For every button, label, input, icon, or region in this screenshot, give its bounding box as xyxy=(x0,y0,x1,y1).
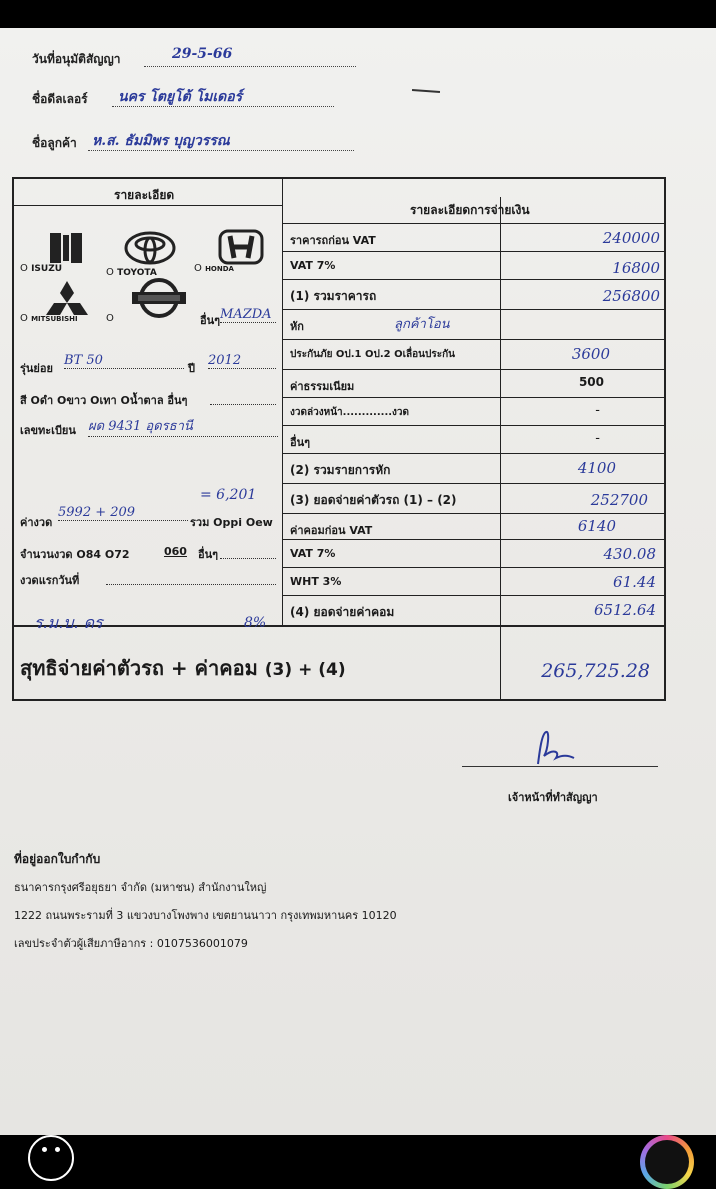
edit-pen-icon[interactable] xyxy=(640,1135,694,1189)
terms-selected: 060 xyxy=(164,545,187,558)
row-value: 256800 xyxy=(602,287,660,305)
net-total-label xyxy=(20,652,346,684)
brand-toyota-radio[interactable]: O TOYOTA xyxy=(106,267,157,278)
row-label: งวดล่วงหน้า.............งวด xyxy=(290,407,410,418)
plate-value: ผด 9431 อุดรธานี xyxy=(88,415,278,437)
brand-honda-radio[interactable]: O HONDA xyxy=(194,263,234,274)
row-value: 430.08 xyxy=(603,545,656,563)
nissan-logo-icon xyxy=(128,277,190,319)
row-value: 500 xyxy=(578,375,604,389)
row-label: (4) ยอดจ่ายค่าคอม xyxy=(290,605,395,619)
net-total-formula: (3) + (4) xyxy=(264,660,346,680)
other-brand-label: อื่นๆ xyxy=(200,314,221,327)
first-due-label: งวดแรกวันที่ xyxy=(20,574,80,587)
pen-mark xyxy=(412,89,440,93)
installment-value: 5992 + 209 xyxy=(58,505,188,521)
address-line-1: ธนาคารกรุงศรีอยุธยา จำกัด (มหาชน) สำนักงานใหญ่ xyxy=(14,881,267,894)
left-heading: รายละเอียด xyxy=(114,188,175,202)
year-label: ปี xyxy=(188,362,195,375)
plate-label: เลขทะเบียน xyxy=(20,424,76,437)
model-value: BT 50 xyxy=(64,353,184,369)
address-line-2: 1222 ถนนพระรามที่ 3 แขวงบางโพงพาง เขตยานนาวา กรุงเทพมหานคร 10120 xyxy=(14,909,397,922)
honda-logo-icon xyxy=(218,229,264,265)
row-label: VAT 7% xyxy=(290,547,336,560)
row-value: 3600 xyxy=(571,345,610,363)
dealer-value: นคร โตยูโต้ โมเดอร์ xyxy=(118,89,243,105)
installment-suffix: รวม Oppi Oew xyxy=(190,516,273,529)
row-value: 6512.64 xyxy=(593,601,656,619)
row-label: WHT 3% xyxy=(290,575,342,588)
row-label: VAT 7% xyxy=(290,259,336,272)
row-label: (1) รวมราคารถ xyxy=(290,289,377,303)
net-total-value: 265,725.28 xyxy=(541,660,650,682)
address-heading: ที่อยู่ออกใบกำกับ xyxy=(14,852,101,866)
signature-icon xyxy=(530,728,580,768)
brand-isuzu-radio[interactable]: O ISUZU xyxy=(20,263,62,274)
terms-label: จำนวนงวด O84 O72 xyxy=(20,548,130,561)
row-value: - xyxy=(595,431,600,446)
row-label: (2) รวมรายการหัก xyxy=(290,463,391,477)
installment-label: ค่างวด xyxy=(20,516,53,529)
row-label: ราคารถก่อน VAT xyxy=(290,234,376,247)
customer-label: ชื่อลูกค้า xyxy=(32,136,77,150)
isuzu-logo-icon xyxy=(44,231,88,265)
row-value: - xyxy=(595,403,600,418)
detail-table xyxy=(12,177,666,701)
status-bar xyxy=(0,0,716,28)
commission-rate-note: 8% xyxy=(244,615,267,631)
terms-other-field xyxy=(220,545,276,559)
more-options-icon[interactable] xyxy=(28,1135,74,1181)
row-label: อื่นๆ xyxy=(290,436,311,449)
customer-value: ห.ส. ธัมมิพร บุญวรรณ xyxy=(92,133,230,149)
approval-date-value: 29-5-66 xyxy=(172,46,233,62)
approval-date-label: วันที่อนุมัติสัญญา xyxy=(32,52,121,66)
row-value: 252700 xyxy=(590,491,648,509)
right-heading: รายละเอียดการจ่ายเงิน xyxy=(410,203,530,217)
customer-line xyxy=(32,133,230,153)
handwritten-note: ร.ม.บ. ดร xyxy=(34,613,103,632)
signature-caption: เจ้าหน้าที่ทำสัญญา xyxy=(508,791,598,804)
year-value: 2012 xyxy=(208,353,276,369)
mitsubishi-logo-icon xyxy=(42,279,92,317)
other-brand-value: MAZDA xyxy=(220,307,276,323)
brand-mitsubishi-radio[interactable]: O MITSUBISHI xyxy=(20,313,78,324)
address-line-3: เลขประจำตัวผู้เสียภาษีอากร : 0107536001079 xyxy=(14,937,248,950)
approval-date-line xyxy=(32,46,233,69)
row-value: 16800 xyxy=(612,259,660,277)
dealer-line xyxy=(32,89,243,109)
brand-nissan-radio[interactable] xyxy=(106,313,117,324)
row-value: 61.44 xyxy=(613,573,656,591)
model-label: รุ่นย่อย xyxy=(20,362,53,375)
signature-line xyxy=(462,766,658,767)
row-value: 4100 xyxy=(577,459,616,477)
row-label: ประกันภัย Oป.1 Oป.2 Oเลื่อนประกัน xyxy=(290,349,455,360)
color-label: สี Oดำ Oขาว Oเทา Oน้ำตาล อื่นๆ xyxy=(20,394,188,407)
color-other-field xyxy=(210,391,276,405)
dealer-label: ชื่อดีลเลอร์ xyxy=(32,92,88,106)
row-label: ค่าคอมก่อน VAT xyxy=(290,524,373,537)
row-label: (3) ยอดจ่ายค่าตัวรถ (1) – (2) xyxy=(290,493,457,507)
row-note: ลูกค้าโอน xyxy=(394,317,450,332)
row-label: ค่าธรรมเนียม xyxy=(290,380,355,393)
row-value: 6140 xyxy=(577,517,616,535)
document-page xyxy=(0,28,716,1135)
bottom-toolbar xyxy=(0,1135,716,1163)
terms-other: อื่นๆ xyxy=(198,548,219,561)
net-total-text: สุทธิจ่ายค่าตัวรถ + ค่าคอม xyxy=(20,656,258,680)
first-due-field xyxy=(106,571,276,585)
row-value: 240000 xyxy=(602,229,660,247)
installment-total-note: = 6,201 xyxy=(200,487,257,503)
toyota-logo-icon xyxy=(122,231,178,265)
row-label: หัก xyxy=(290,320,304,333)
